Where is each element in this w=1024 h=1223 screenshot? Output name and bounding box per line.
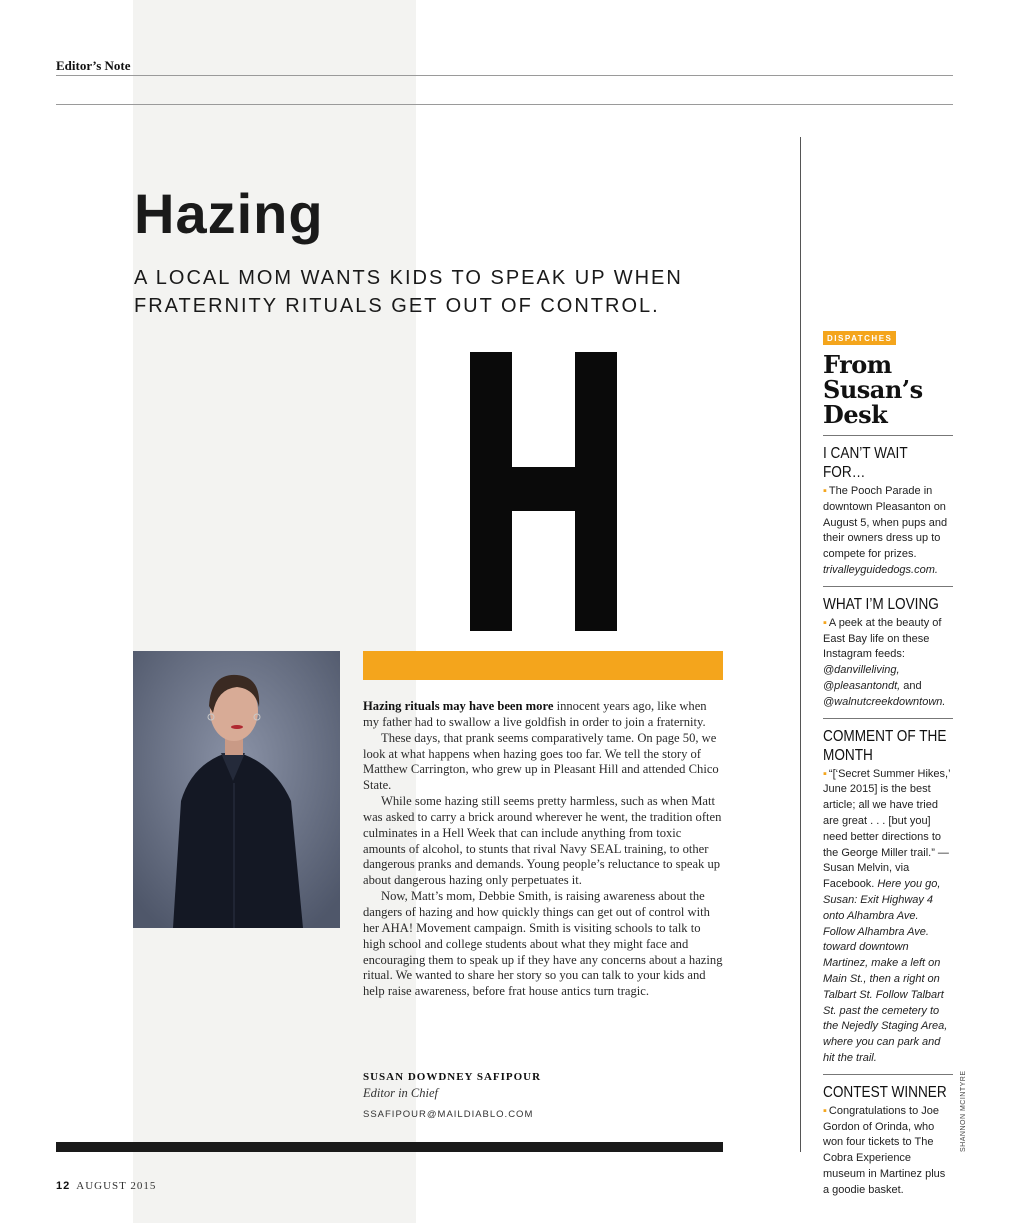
sidebar-section-comment	[823, 718, 953, 1067]
sidebar-divider	[800, 137, 801, 1152]
section-body	[823, 484, 953, 579]
section-body	[823, 767, 953, 1067]
section-body	[823, 616, 953, 711]
drop-letter-h	[470, 352, 617, 631]
signature-title: Editor in Chief	[363, 1086, 438, 1100]
section-text: “[‘Secret Summer Hikes,’ June 2015] is the best article; all we have tried are great . . . [but you] need better directions to the George Miller trail.” —Susan Melvin, via Facebook.	[823, 767, 951, 891]
photo-credit: SHANNON MCINTYRE	[960, 1070, 967, 1152]
paragraph-3: While some hazing still seems pretty harmless, such as when Matt was asked to carry a brick around wherever he went, the tradition often culminates in a Hell Week that can include anything from toxic amounts of alcohol, to stunts that rival Navy SEAL training, to other dangerous pranks and demands. Young people’s reluctance to speak up about dangerous hazing only perpetuates it.	[363, 794, 722, 888]
page-folio	[56, 1180, 156, 1192]
dispatches-tag: DISPATCHES	[823, 331, 896, 345]
sidebar	[823, 328, 953, 1205]
section-text: A peek at the beauty of East Bay life on these Instagram feeds:	[823, 616, 942, 661]
section-label: Editor’s Note	[56, 58, 131, 73]
section-heading: CONTEST WINNER	[823, 1083, 947, 1101]
sidebar-title: From Susan’s Desk	[823, 350, 923, 429]
bullet-icon: ▪	[823, 616, 827, 629]
paragraph-1-text: innocent years ago, like when my father had to swallow a live goldfish in order to join a fraternity.	[363, 699, 707, 729]
sidebar-section-contest	[823, 1074, 953, 1199]
bullet-icon: ▪	[823, 767, 827, 780]
section-heading: COMMENT OF THE MONTH	[823, 727, 947, 764]
article-subtitle: A LOCAL MOM WANTS KIDS TO SPEAK UP WHEN FRATERNITY RITUALS GET OUT OF CONTROL.	[134, 267, 683, 317]
paragraph-2: These days, that prank seems comparatively tame. On page 50, we look at what happens when hazing goes too far. We tell the story of Matthew Carrington, who grew up in Pleasant Hill and attended Chico State.	[363, 730, 719, 793]
article-body	[363, 699, 723, 1000]
instagram-handle[interactable]: @danvilleliving,	[823, 664, 900, 677]
section-italic: Here you go, Susan: Exit Highway 4 onto Alhambra Ave. Follow Alhambra Ave. toward downtown Martinez, make a left on Main St., then a right on Talbart St. Follow Talbart St. past the cemetery to the Nejedly Staging Area, where you can park and hit the trail.	[823, 878, 948, 1064]
instagram-handle[interactable]: @walnutcreekdowntown.	[823, 695, 946, 708]
sidebar-section-loving	[823, 586, 953, 711]
page-number: 12	[56, 1180, 71, 1192]
section-heading: WHAT I’M LOVING	[823, 595, 939, 613]
signature-email-link[interactable]: SSAFIPOUR@MAILDIABLO.COM	[363, 1109, 534, 1120]
section-heading: I CAN’T WAIT FOR…	[823, 445, 908, 481]
issue-date: AUGUST 2015	[76, 1180, 157, 1192]
section-body	[823, 1104, 953, 1199]
section-text: The Pooch Parade in downtown Pleasanton on August 5, when pups and their owners dress up to compete for prizes.	[823, 485, 948, 561]
lead-in: Hazing rituals may have been more	[363, 699, 554, 713]
paragraph-1	[363, 699, 723, 731]
accent-bar	[363, 651, 723, 680]
conjunction: and	[900, 679, 922, 692]
footer-bar	[56, 1142, 723, 1152]
header-rule	[56, 75, 953, 76]
instagram-handle[interactable]: @pleasantondt,	[823, 679, 901, 692]
section-text: Congratulations to Joe Gordon of Orinda, who won four tickets to The Cobra Experience museum in Martinez plus a goodie basket.	[823, 1104, 946, 1196]
bullet-icon: ▪	[823, 1104, 827, 1117]
website-link[interactable]: trivalleyguidedogs.com.	[823, 563, 938, 576]
sidebar-section-cant-wait	[823, 435, 953, 579]
header-rule-lower	[56, 104, 953, 105]
article-title: Hazing	[134, 182, 324, 245]
paragraph-4: Now, Matt’s mom, Debbie Smith, is raising awareness about the dangers of hazing and how quickly things can get out of control with her AHA! Movement campaign. Smith is visiting schools to talk to high school and college students about what they might face and encouraging them to speak up if they have any concerns about a hazing ritual. We wanted to share her story so you can talk to your kids and help raise awareness, before frat house antics turn tragic.	[363, 889, 723, 999]
signature-name: SUSAN DOWDNEY SAFIPOUR	[363, 1071, 542, 1083]
editor-portrait-photo	[133, 651, 340, 928]
bullet-icon: ▪	[823, 485, 827, 497]
